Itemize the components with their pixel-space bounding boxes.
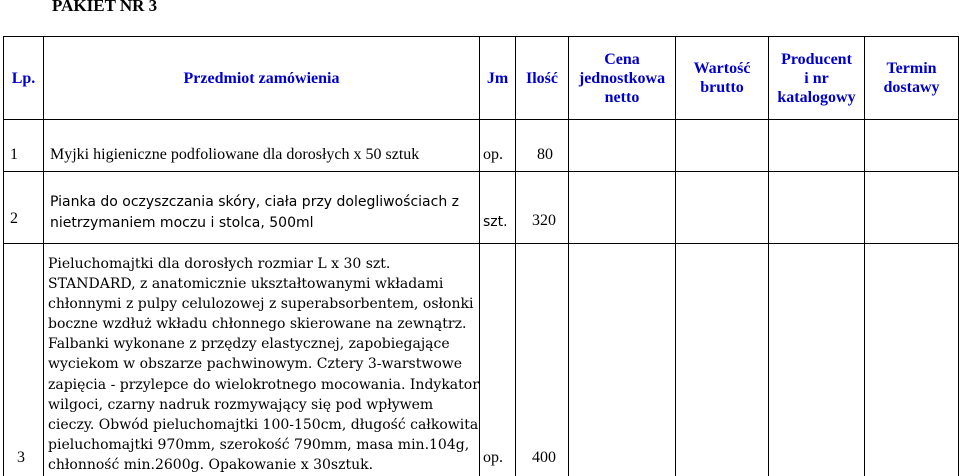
header-gross-value bbox=[676, 37, 768, 119]
header-gross-value-line1: Wartość bbox=[693, 60, 751, 77]
row-3-item-line: wilgoci, czarny nadruk rozmywający się pod wpływem bbox=[48, 396, 434, 413]
header-unit-price-line1: Cena bbox=[604, 50, 640, 68]
header-unit-price-line2: jednostkowa bbox=[578, 69, 666, 87]
header-delivery bbox=[865, 37, 958, 119]
header-lp bbox=[4, 37, 43, 119]
header-gross-value-line2: brutto bbox=[700, 79, 744, 96]
row-1-lp: 1 bbox=[10, 146, 18, 163]
header-unit-price-line3: netto bbox=[604, 88, 640, 106]
header-qty-label: Ilość bbox=[526, 69, 558, 87]
row-3-item-line: wyciekom w obszarze pachwinowym. Cztery 3-warstwowe bbox=[48, 356, 463, 373]
row-3-item-line: boczne wzdłuż wkładu chłonnego skierowane na zewnątrz. bbox=[48, 316, 467, 333]
row-2-unit: szt. bbox=[483, 214, 508, 230]
row-1-item: Myjki higieniczne podfoliowane dla dorosłych x 50 sztuk bbox=[50, 146, 420, 163]
row-3-item bbox=[48, 254, 479, 475]
page-title: PAKIET NR 3 bbox=[52, 0, 158, 15]
row-3-item-line: Pieluchomajtki dla dorosłych rozmiar L x 30 szt. bbox=[48, 256, 391, 272]
row-1-qty: 80 bbox=[537, 146, 553, 163]
row-3-item-line: zapięcia - przylepce do wielokrotnego mocowania. Indykator bbox=[48, 376, 479, 393]
row-3-unit: op. bbox=[483, 449, 503, 466]
header-bottom-border bbox=[3, 119, 959, 120]
header-unit-label: Jm bbox=[486, 69, 509, 87]
row-border-2 bbox=[3, 243, 959, 244]
row-2-qty: 320 bbox=[532, 212, 556, 229]
header-unit bbox=[480, 37, 515, 119]
row-2-item bbox=[50, 192, 459, 233]
row-border-1 bbox=[3, 171, 959, 172]
header-delivery-line2: dostawy bbox=[883, 79, 940, 96]
header-item-label: Przedmiot zamówienia bbox=[183, 69, 340, 87]
row-3-lp: 3 bbox=[17, 449, 25, 466]
header-producer-line1: Producent bbox=[781, 50, 852, 68]
header-item bbox=[44, 37, 479, 119]
row-3-item-line: chłonnymi z pulpy celulozowej z superabsorbentem, osłonki bbox=[48, 296, 474, 313]
header-producer bbox=[769, 37, 864, 119]
header-qty bbox=[516, 37, 568, 119]
row-3-qty: 400 bbox=[532, 449, 556, 466]
header-producer-line2: i nr bbox=[804, 69, 829, 87]
row-3-item-line: cieczy. Obwód pieluchomajtki 100-150cm, długość całkowita bbox=[48, 416, 479, 433]
header-producer-line3: katalogowy bbox=[777, 88, 856, 106]
row-3-item-line: Falbanki wykonane z przędzy elastycznej, zapobiegające bbox=[48, 336, 450, 353]
header-delivery-line1: Termin bbox=[886, 60, 937, 77]
header-lp-label: Lp. bbox=[11, 69, 36, 87]
row-3-item-line: chłonność min.2600g. Opakowanie x 30sztuk. bbox=[48, 456, 374, 473]
row-3-item-line: pieluchomajtki 970mm, szerokość 790mm, masa min.104g, bbox=[48, 436, 470, 453]
row-3-item-line: STANDARD, z anatomicznie ukształtowanymi wkładami bbox=[48, 276, 444, 293]
header-unit-price bbox=[569, 37, 675, 119]
row-2-item-line: nietrzymaniem moczu i stolca, 500ml bbox=[50, 214, 314, 231]
row-2-lp: 2 bbox=[10, 210, 18, 227]
row-2-item-line: Pianka do oczyszczania skóry, ciała przy dolegliwościach z bbox=[50, 194, 460, 210]
row-1-unit: op. bbox=[483, 146, 503, 163]
